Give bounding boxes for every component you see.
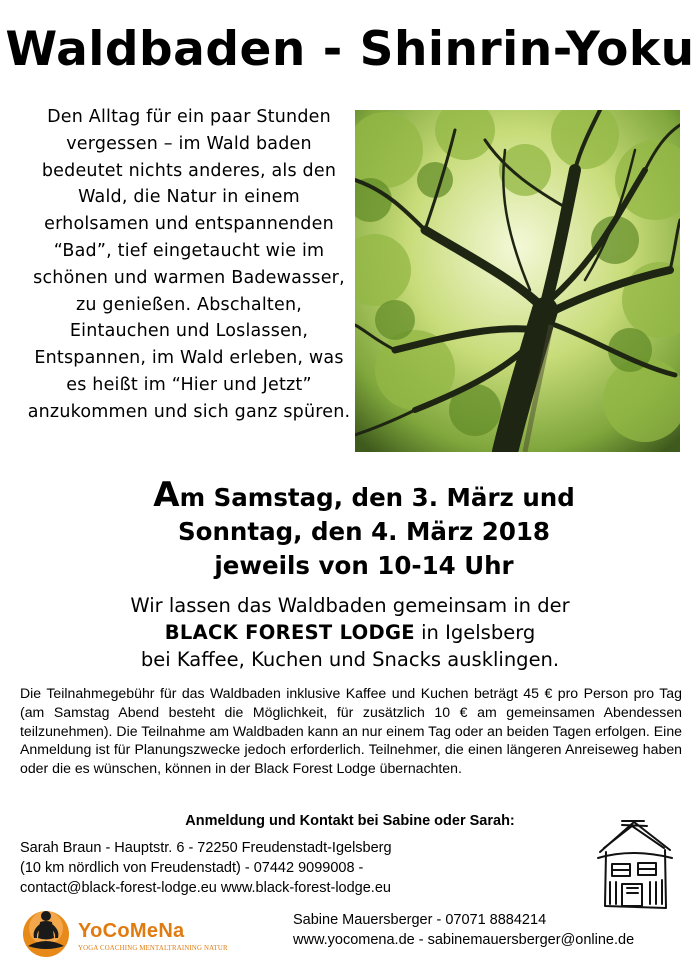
venue-location: in Igelsberg xyxy=(414,621,536,644)
logo-name: YoCoMeNa xyxy=(78,920,185,942)
lodge-house-icon xyxy=(592,818,676,910)
fees-paragraph: Die Teilnahmegebühr für das Waldbaden inklusive Kaffee und Kuchen beträgt 45 € pro Person pro Tag (am Samstag Abend besteht die Möglichkeit, für zusätzlich 10 € am gemeinsamen Abendessen teilzunehmen). Die Teilnahme am Waldbaden kann an nur einem Tag oder an beiden Tagen erfolgen. Eine Anmeldung ist für Planungszwecke jedoch erforderlich. Teilnehmer, die einen längeren Anreiseweg haben oder die es wünschen, können in der Black Forest Lodge übernachten. xyxy=(20,685,682,777)
yocomena-logo xyxy=(22,906,228,968)
event-line-3: jeweils von 10-14 Uhr xyxy=(214,551,514,580)
address-line-2: (10 km nördlich von Freudenstadt) - 07442 9099008 - xyxy=(20,860,364,876)
event-line-1-rest: m Samstag, den 3. März und xyxy=(179,483,575,512)
bottom-contact-line-1: Sabine Mauersberger - 07071 8884214 xyxy=(293,912,547,928)
meditation-figure-icon xyxy=(22,906,74,966)
bottom-contact-line-2: www.yocomena.de - sabinemauersberger@online.de xyxy=(293,932,635,948)
closing-info xyxy=(0,592,700,673)
closing-line-2 xyxy=(0,619,700,646)
forest-tree-photo xyxy=(355,110,680,452)
intro-paragraph: Den Alltag für ein paar Stunden vergessen – im Wald baden bedeutet nichts anderes, als den Wald, die Natur in einem erholsamen und entspannenden “Bad”, tief eingetaucht wie im schönen und warmen Badewasser, zu genießen. Abschalten, Eintauchen und Loslassen, Entspannen, im Wald erleben, was es heißt im “Hier und Jetzt” anzukommen und sich ganz spüren. xyxy=(27,107,351,422)
event-line-1 xyxy=(0,475,700,515)
page-title: Waldbaden - Shinrin-Yoku xyxy=(5,22,695,77)
address-line-3: contact@black-forest-lodge.eu www.black-forest-lodge.eu xyxy=(20,880,391,896)
closing-line-3: bei Kaffee, Kuchen und Snacks ausklingen. xyxy=(140,648,560,671)
contact-heading: Anmeldung und Kontakt bei Sabine oder Sarah: xyxy=(185,813,515,829)
address-block xyxy=(20,838,490,898)
bottom-contact xyxy=(293,910,693,950)
venue-name: BLACK FOREST LODGE xyxy=(164,621,415,644)
event-dates xyxy=(0,475,700,583)
event-initial: A xyxy=(153,475,180,515)
event-line-2: Sonntag, den 4. März 2018 xyxy=(178,517,550,546)
logo-tagline: YOGA COACHING MENTALTRAINING NATUR xyxy=(78,945,228,952)
address-line-1: Sarah Braun - Hauptstr. 6 - 72250 Freudenstadt-Igelsberg xyxy=(20,840,392,856)
closing-line-1: Wir lassen das Waldbaden gemeinsam in der xyxy=(130,594,570,617)
